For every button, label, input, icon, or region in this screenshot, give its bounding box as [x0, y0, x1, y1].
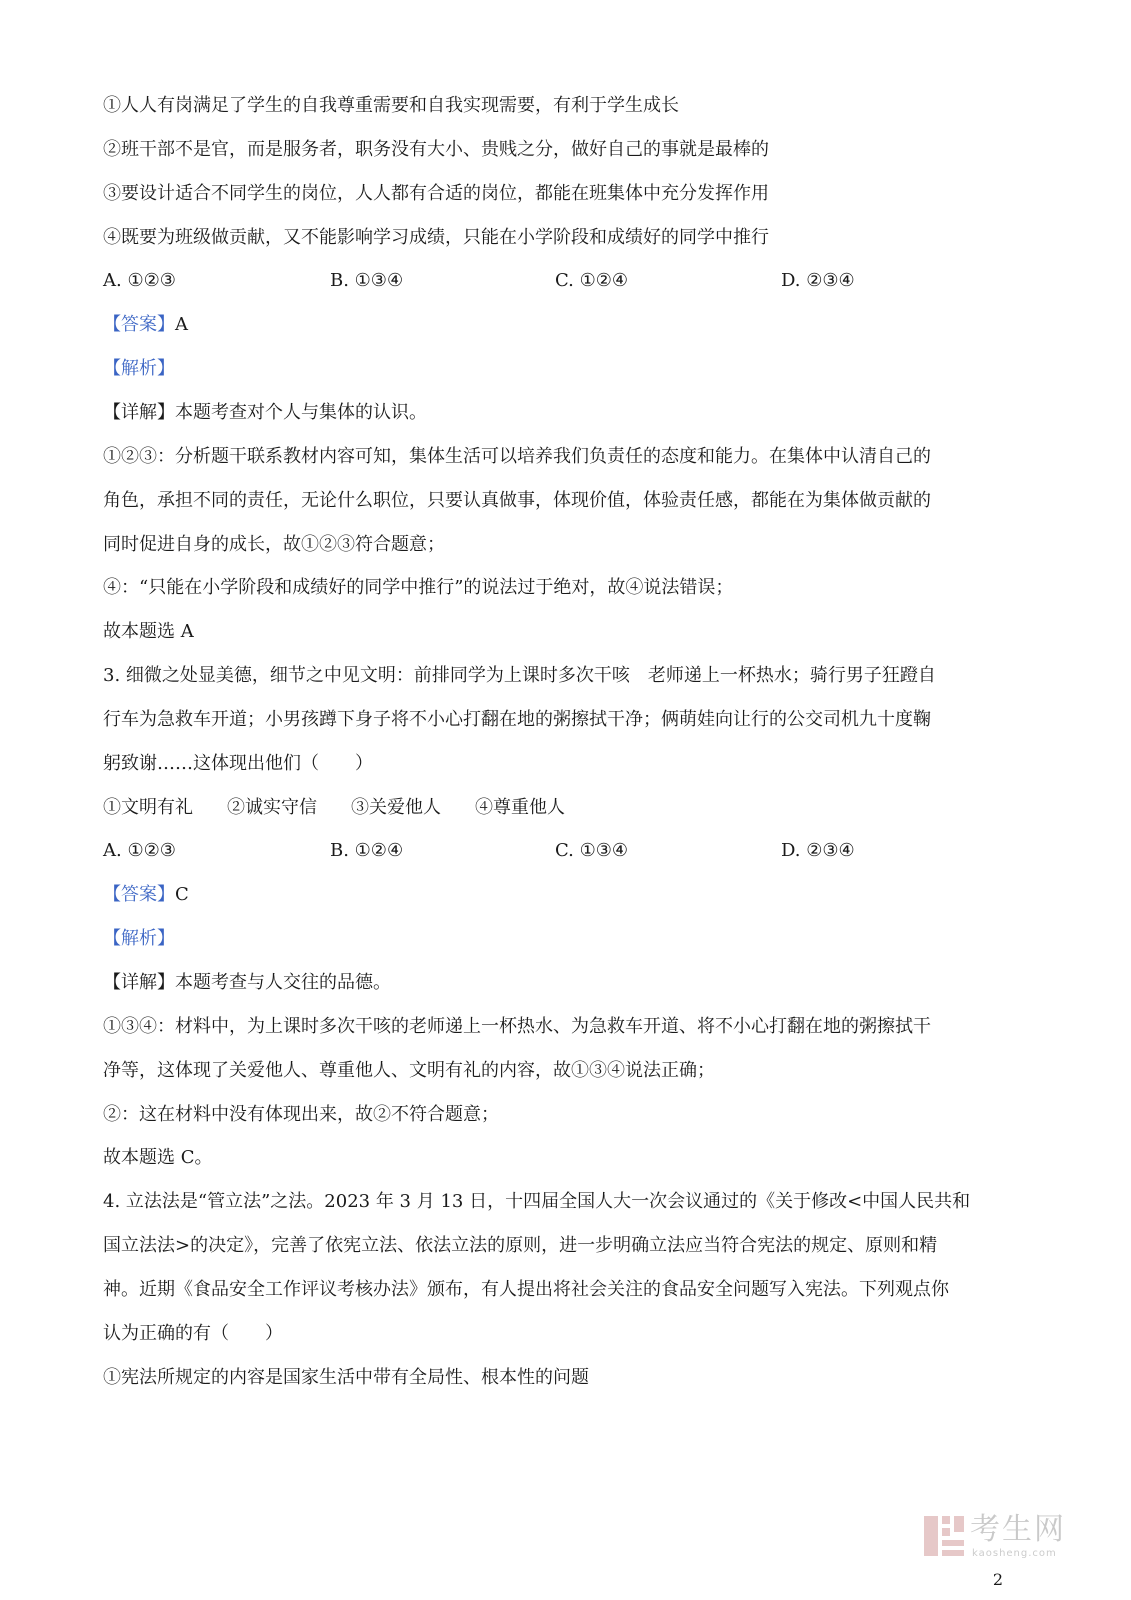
statement-item: ④尊重他人	[475, 797, 565, 818]
line-text: ②班干部不是官，而是服务者，职务没有大小、贵贱之分，做好自己的事就是最棒的	[103, 139, 769, 160]
text-line	[103, 1278, 949, 1302]
text-line	[103, 708, 931, 732]
line-text: ④：“只能在小学阶段和成绩好的同学中推行”的说法过于绝对，故④说法错误；	[103, 577, 734, 598]
watermark-text: 考生网	[970, 1512, 1066, 1547]
text-line	[103, 1234, 937, 1258]
text-line	[103, 576, 733, 600]
answer-option: A. ①②③	[103, 270, 176, 291]
text-line	[103, 489, 931, 513]
line-text: 国立法法>的决定》，完善了依宪立法、依法立法的原则，进一步明确立法应当符合宪法的规定、原则和精	[103, 1235, 938, 1256]
text-line	[103, 1322, 283, 1346]
line-text: A	[175, 314, 188, 335]
answer-option: C. ①③④	[555, 840, 628, 861]
line-text: ①③④：材料中，为上课时多次干咳的老师递上一杯热水、为急救车开道、将不小心打翻在地的粥擦拭干	[103, 1016, 931, 1037]
statement-items-row	[103, 796, 565, 820]
line-text: ②：这在材料中没有体现出来，故②不符合题意；	[103, 1104, 499, 1125]
section-tag-line	[103, 927, 175, 951]
section-tag-line	[103, 883, 189, 907]
text-line	[103, 1366, 589, 1390]
section-tag-line	[103, 357, 175, 381]
answer-option: B. ①③④	[330, 270, 404, 291]
line-text: 躬致谢……这体现出他们（ ）	[103, 753, 373, 774]
section-tag: 【答案】	[103, 314, 175, 335]
line-text: ①宪法所规定的内容是国家生活中带有全局性、根本性的问题	[103, 1367, 589, 1388]
answer-option: D. ②③④	[781, 270, 855, 291]
line-text: 同时促进自身的成长，故①②③符合题意；	[103, 534, 445, 555]
text-line	[103, 1103, 499, 1127]
line-text: 3. 细微之处显美德，细节之中见文明：前排同学为上课时多次干咳 老师递上一杯热水；骑行男子狂蹬自	[103, 665, 936, 686]
line-text: C	[175, 884, 189, 905]
text-line	[103, 94, 679, 118]
section-tag: 【答案】	[103, 884, 175, 905]
line-text: 4. 立法法是“管立法”之法。2023 年 3 月 13 日，十四届全国人大一次会议通过的《关于修改<中国人民共和	[103, 1191, 971, 1212]
line-text: 故本题选 C。	[103, 1147, 213, 1168]
line-text: 行车为急救车开道；小男孩蹲下身子将不小心打翻在地的粥擦拭干净；俩萌娃向让行的公交司机九十度鞠	[103, 709, 931, 730]
section-tag: 【解析】	[103, 358, 175, 379]
line-text: 故本题选 A	[103, 621, 194, 642]
text-line	[103, 1059, 715, 1083]
line-text: 【详解】本题考查与人交往的品德。	[103, 972, 391, 993]
text-line	[103, 752, 373, 776]
text-line	[103, 138, 769, 162]
text-line	[103, 445, 931, 469]
answer-option: B. ①②④	[330, 840, 404, 861]
text-line	[103, 1146, 213, 1170]
line-text: 神。近期《食品安全工作评议考核办法》颁布，有人提出将社会关注的食品安全问题写入宪法。下列观点你	[103, 1279, 949, 1300]
answer-option: A. ①②③	[103, 840, 176, 861]
kaosheng-logo-icon	[922, 1514, 966, 1558]
text-line	[103, 971, 391, 995]
line-text: 净等，这体现了关爱他人、尊重他人、文明有礼的内容，故①③④说法正确；	[103, 1060, 715, 1081]
text-line	[103, 620, 194, 644]
line-text: ①②③：分析题干联系教材内容可知，集体生活可以培养我们负责任的态度和能力。在集体中认清自己的	[103, 446, 931, 467]
page-number: 2	[992, 1570, 1003, 1589]
text-line	[103, 533, 445, 557]
line-text: 认为正确的有（ ）	[103, 1323, 283, 1344]
statement-item: ②诚实守信	[227, 797, 317, 818]
statement-item: ③关爱他人	[351, 797, 441, 818]
line-text: 角色，承担不同的责任，无论什么职位，只要认真做事，体现价值，体验责任感，都能在为集体做贡献的	[103, 490, 931, 511]
section-tag: 【解析】	[103, 928, 175, 949]
answer-option: C. ①②④	[555, 270, 628, 291]
text-line	[103, 1015, 931, 1039]
line-text: ①人人有岗满足了学生的自我尊重需要和自我实现需要，有利于学生成长	[103, 95, 679, 116]
text-line	[103, 226, 769, 250]
watermark-subtext: kaosheng.com	[972, 1548, 1057, 1559]
statement-item: ①文明有礼	[103, 797, 193, 818]
text-line	[103, 1190, 970, 1214]
section-tag-line	[103, 313, 188, 337]
line-text: ③要设计适合不同学生的岗位，人人都有合适的岗位，都能在班集体中充分发挥作用	[103, 183, 769, 204]
line-text: 【详解】本题考查对个人与集体的认识。	[103, 402, 427, 423]
text-line	[103, 182, 769, 206]
text-line	[103, 401, 427, 425]
watermark-logo	[922, 1510, 1092, 1566]
answer-option: D. ②③④	[781, 840, 855, 861]
text-line	[103, 664, 936, 688]
line-text: ④既要为班级做贡献，又不能影响学习成绩，只能在小学阶段和成绩好的同学中推行	[103, 227, 769, 248]
